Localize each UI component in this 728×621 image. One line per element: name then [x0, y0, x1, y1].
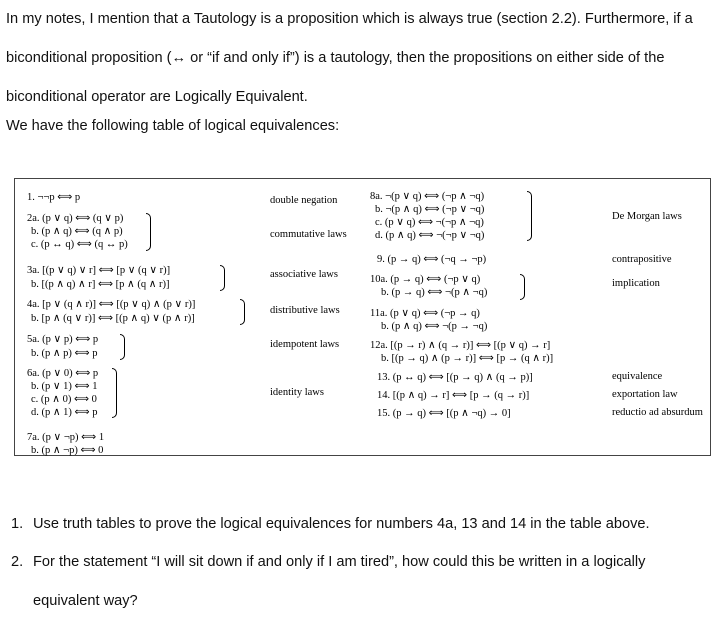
brace: [520, 274, 525, 300]
name-de-morgan: De Morgan laws: [612, 211, 682, 222]
law-8c: c. (p ∨ q) ⟺ ¬(¬p ∧ ¬q): [375, 217, 484, 228]
law-4b: b. [p ∧ (q ∨ r)] ⟺ [(p ∧ q) ∨ (p ∧ r)]: [31, 313, 195, 324]
table-intro: We have the following table of logical equivalences:: [6, 118, 340, 134]
law-12a: 12a. [(p → r) ∧ (q → r)] ⟺ [(p ∨ q) → r]: [370, 340, 551, 351]
brace: [527, 191, 532, 241]
brace: [112, 368, 117, 418]
name-contrapositive: contrapositive: [612, 254, 672, 265]
law-13: 13. (p ↔ q) ⟺ [(p → q) ∧ (q → p)]: [377, 372, 533, 383]
equivalence-table: [14, 178, 711, 456]
brace: [120, 334, 125, 360]
question-text: For the statement “I will sit down if and only if I am tired”, how could this be written in a logically equivalent way?: [33, 554, 646, 609]
law-1: 1. ¬¬p ⟺ p: [27, 192, 81, 203]
law-3a: 3a. [(p ∨ q) ∨ r] ⟺ [p ∨ (q ∨ r)]: [27, 265, 171, 276]
intro-paragraph: In my notes, I mention that a Tautology is a proposition which is always true (section 2.2). Furthermore, if a biconditional proposition (↔ or “if and only if”) is a tautology, then the propositions on either side of the biconditional operator are Logically Equivalent.: [6, 11, 693, 105]
question-number: 2.: [11, 554, 24, 570]
name-distributive: distributive laws: [270, 305, 340, 316]
law-14: 14. [(p ∧ q) → r] ⟺ [p → (q → r)]: [377, 390, 530, 401]
law-5a: 5a. (p ∨ p) ⟺ p: [27, 334, 99, 345]
law-7b: b. (p ∧ ¬p) ⟺ 0: [31, 445, 104, 456]
law-6a: 6a. (p ∨ 0) ⟺ p: [27, 368, 99, 379]
law-15: 15. (p → q) ⟺ [(p ∧ ¬q) → 0]: [377, 408, 511, 419]
question-number: 1.: [11, 516, 24, 532]
law-3b: b. [(p ∧ q) ∧ r] ⟺ [p ∧ (q ∧ r)]: [31, 279, 170, 290]
question-1: [11, 514, 713, 534]
name-implication: implication: [612, 278, 660, 289]
name-identity: identity laws: [270, 387, 324, 398]
law-8b: b. ¬(p ∧ q) ⟺ (¬p ∨ ¬q): [375, 204, 485, 215]
name-exportation: exportation law: [612, 389, 678, 400]
law-2c: c. (p ↔ q) ⟺ (q ↔ p): [31, 239, 128, 250]
law-10b: b. (p → q) ⟺ ¬(p ∧ ¬q): [381, 287, 488, 298]
law-12b: b. [(p → q) ∧ (p → r)] ⟺ [p → (q ∧ r)]: [381, 353, 554, 364]
question-2: [11, 543, 713, 621]
name-equivalence: equivalence: [612, 371, 663, 382]
law-8d: d. (p ∧ q) ⟺ ¬(¬p ∨ ¬q): [375, 230, 485, 241]
law-8a: 8a. ¬(p ∨ q) ⟺ (¬p ∧ ¬q): [370, 191, 485, 202]
law-6b: b. (p ∨ 1) ⟺ 1: [31, 381, 98, 392]
law-7a: 7a. (p ∨ ¬p) ⟺ 1: [27, 432, 105, 443]
law-5b: b. (p ∧ p) ⟺ p: [31, 348, 98, 359]
law-6d: d. (p ∧ 1) ⟺ p: [31, 407, 98, 418]
name-commutative: commutative laws: [270, 229, 347, 240]
law-2b: b. (p ∧ q) ⟺ (q ∧ p): [31, 226, 123, 237]
law-11b: b. (p ∧ q) ⟺ ¬(p → ¬q): [381, 321, 488, 332]
name-idempotent: idempotent laws: [270, 339, 340, 350]
law-11a: 11a. (p ∨ q) ⟺ (¬p → q): [370, 308, 480, 319]
name-reductio: reductio ad absurdum: [612, 407, 703, 418]
name-double-negation: double negation: [270, 195, 338, 206]
brace: [220, 265, 225, 291]
name-associative: associative laws: [270, 269, 338, 280]
law-2a: 2a. (p ∨ q) ⟺ (q ∨ p): [27, 213, 124, 224]
law-6c: c. (p ∧ 0) ⟺ 0: [31, 394, 97, 405]
brace: [146, 213, 151, 251]
law-9: 9. (p → q) ⟺ (¬q → ¬p): [377, 254, 487, 265]
question-text: Use truth tables to prove the logical equivalences for numbers 4a, 13 and 14 in the table above.: [33, 516, 650, 532]
law-10a: 10a. (p → q) ⟺ (¬p ∨ q): [370, 274, 481, 285]
law-4a: 4a. [p ∨ (q ∧ r)] ⟺ [(p ∨ q) ∧ (p ∨ r)]: [27, 299, 196, 310]
brace: [240, 299, 245, 325]
